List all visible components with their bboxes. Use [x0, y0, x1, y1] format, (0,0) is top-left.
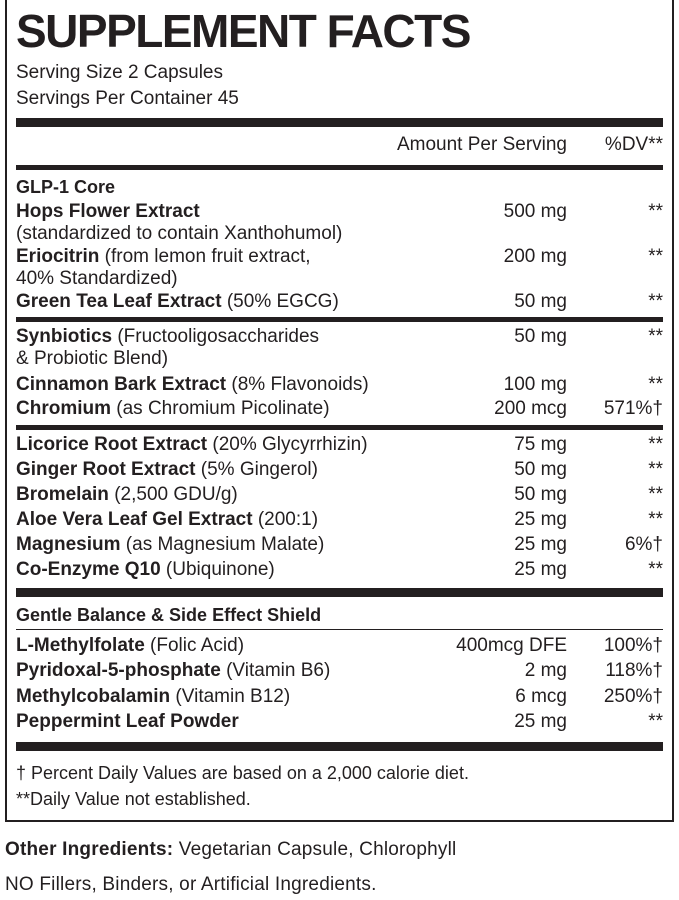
ingredient-amount: 25 mg	[514, 534, 567, 555]
thin-divider	[16, 629, 663, 630]
section-title-glp1-core: GLP-1 Core	[16, 177, 116, 197]
dv-header: %DV**	[604, 134, 663, 155]
ingredient-dv: 250%†	[603, 686, 663, 707]
ingredient-dv: **	[648, 374, 663, 395]
ingredient-amount: 100 mg	[503, 374, 567, 395]
ingredient-dv: 571%†	[603, 398, 663, 419]
ingredient-dv: **	[648, 459, 663, 480]
medium-divider	[16, 317, 663, 322]
ingredient-amount: 400mcg DFE	[456, 635, 567, 656]
ingredient-dv: **	[648, 201, 663, 222]
ingredient-dv: **	[648, 484, 663, 505]
ingredient-dv: **	[648, 326, 663, 347]
ingredient-name: Cinnamon Bark Extract (8% Flavonoids)	[16, 374, 369, 395]
ingredient-dv: **	[648, 291, 663, 312]
panel-title: SUPPLEMENT FACTS	[16, 5, 470, 57]
column-header	[16, 134, 663, 160]
ingredient-name: Methylcobalamin (Vitamin B12)	[16, 686, 291, 707]
ingredient-amount: 50 mg	[514, 326, 567, 347]
thick-divider	[16, 588, 663, 597]
ingredient-amount: 25 mg	[514, 711, 567, 732]
ingredient-dv: **	[648, 246, 663, 267]
ingredient-amount: 75 mg	[514, 434, 567, 455]
ingredient-name: Aloe Vera Leaf Gel Extract (200:1)	[16, 509, 319, 530]
footnote-dv-not-established: **Daily Value not established.	[16, 789, 251, 809]
ingredient-amount: 200 mg	[503, 246, 567, 267]
no-fillers-note: NO Fillers, Binders, or Artificial Ingredients.	[5, 874, 377, 895]
ingredient-amount: 50 mg	[514, 291, 567, 312]
ingredient-name: Hops Flower Extract (standardized to contain Xanthohumol)	[16, 201, 343, 244]
ingredient-name: Eriocitrin (from lemon fruit extract, 40% Standardized)	[16, 246, 311, 289]
medium-divider	[16, 425, 663, 430]
footnote-daily-values: † Percent Daily Values are based on a 2,000 calorie diet.	[16, 763, 469, 783]
supplement-facts-panel	[5, 0, 674, 822]
ingredient-dv: 100%†	[603, 635, 663, 656]
ingredient-dv: **	[648, 711, 663, 732]
ingredient-dv: **	[648, 559, 663, 580]
serving-size: Serving Size 2 Capsules	[16, 62, 223, 83]
ingredient-amount: 200 mcg	[494, 398, 567, 419]
ingredient-name: Licorice Root Extract (20% Glycyrrhizin)	[16, 434, 368, 455]
ingredient-name: Green Tea Leaf Extract (50% EGCG)	[16, 291, 339, 312]
thick-divider	[16, 118, 663, 127]
ingredient-amount: 50 mg	[514, 484, 567, 505]
ingredient-dv: **	[648, 509, 663, 530]
ingredient-name: Magnesium (as Magnesium Malate)	[16, 534, 325, 555]
ingredient-amount: 500 mg	[503, 201, 567, 222]
amount-per-serving-header: Amount Per Serving	[396, 134, 567, 155]
ingredient-dv: **	[648, 434, 663, 455]
ingredient-name: Pyridoxal-5-phosphate (Vitamin B6)	[16, 660, 331, 681]
ingredient-name: Co-Enzyme Q10 (Ubiquinone)	[16, 559, 275, 580]
ingredient-name: Peppermint Leaf Powder	[16, 711, 239, 732]
ingredient-name: Ginger Root Extract (5% Gingerol)	[16, 459, 318, 480]
medium-divider	[16, 165, 663, 170]
ingredient-name: Synbiotics (Fructooligosaccharides & Probiotic Blend)	[16, 326, 320, 369]
ingredient-amount: 6 mcg	[515, 686, 567, 707]
ingredient-name: Bromelain (2,500 GDU/g)	[16, 484, 238, 505]
ingredient-amount: 25 mg	[514, 509, 567, 530]
thick-divider	[16, 742, 663, 751]
section-title-gentle-balance: Gentle Balance & Side Effect Shield	[16, 605, 322, 625]
ingredient-amount: 2 mg	[524, 660, 567, 681]
ingredient-name: Chromium (as Chromium Picolinate)	[16, 398, 330, 419]
other-ingredients: Other Ingredients: Vegetarian Capsule, Chlorophyll	[5, 839, 457, 860]
ingredient-dv: 6%†	[624, 534, 663, 555]
ingredient-amount: 50 mg	[514, 459, 567, 480]
ingredient-amount: 25 mg	[514, 559, 567, 580]
servings-per-container: Servings Per Container 45	[16, 88, 239, 109]
ingredient-dv: 118%†	[605, 660, 663, 681]
ingredient-name: L-Methylfolate (Folic Acid)	[16, 635, 245, 656]
